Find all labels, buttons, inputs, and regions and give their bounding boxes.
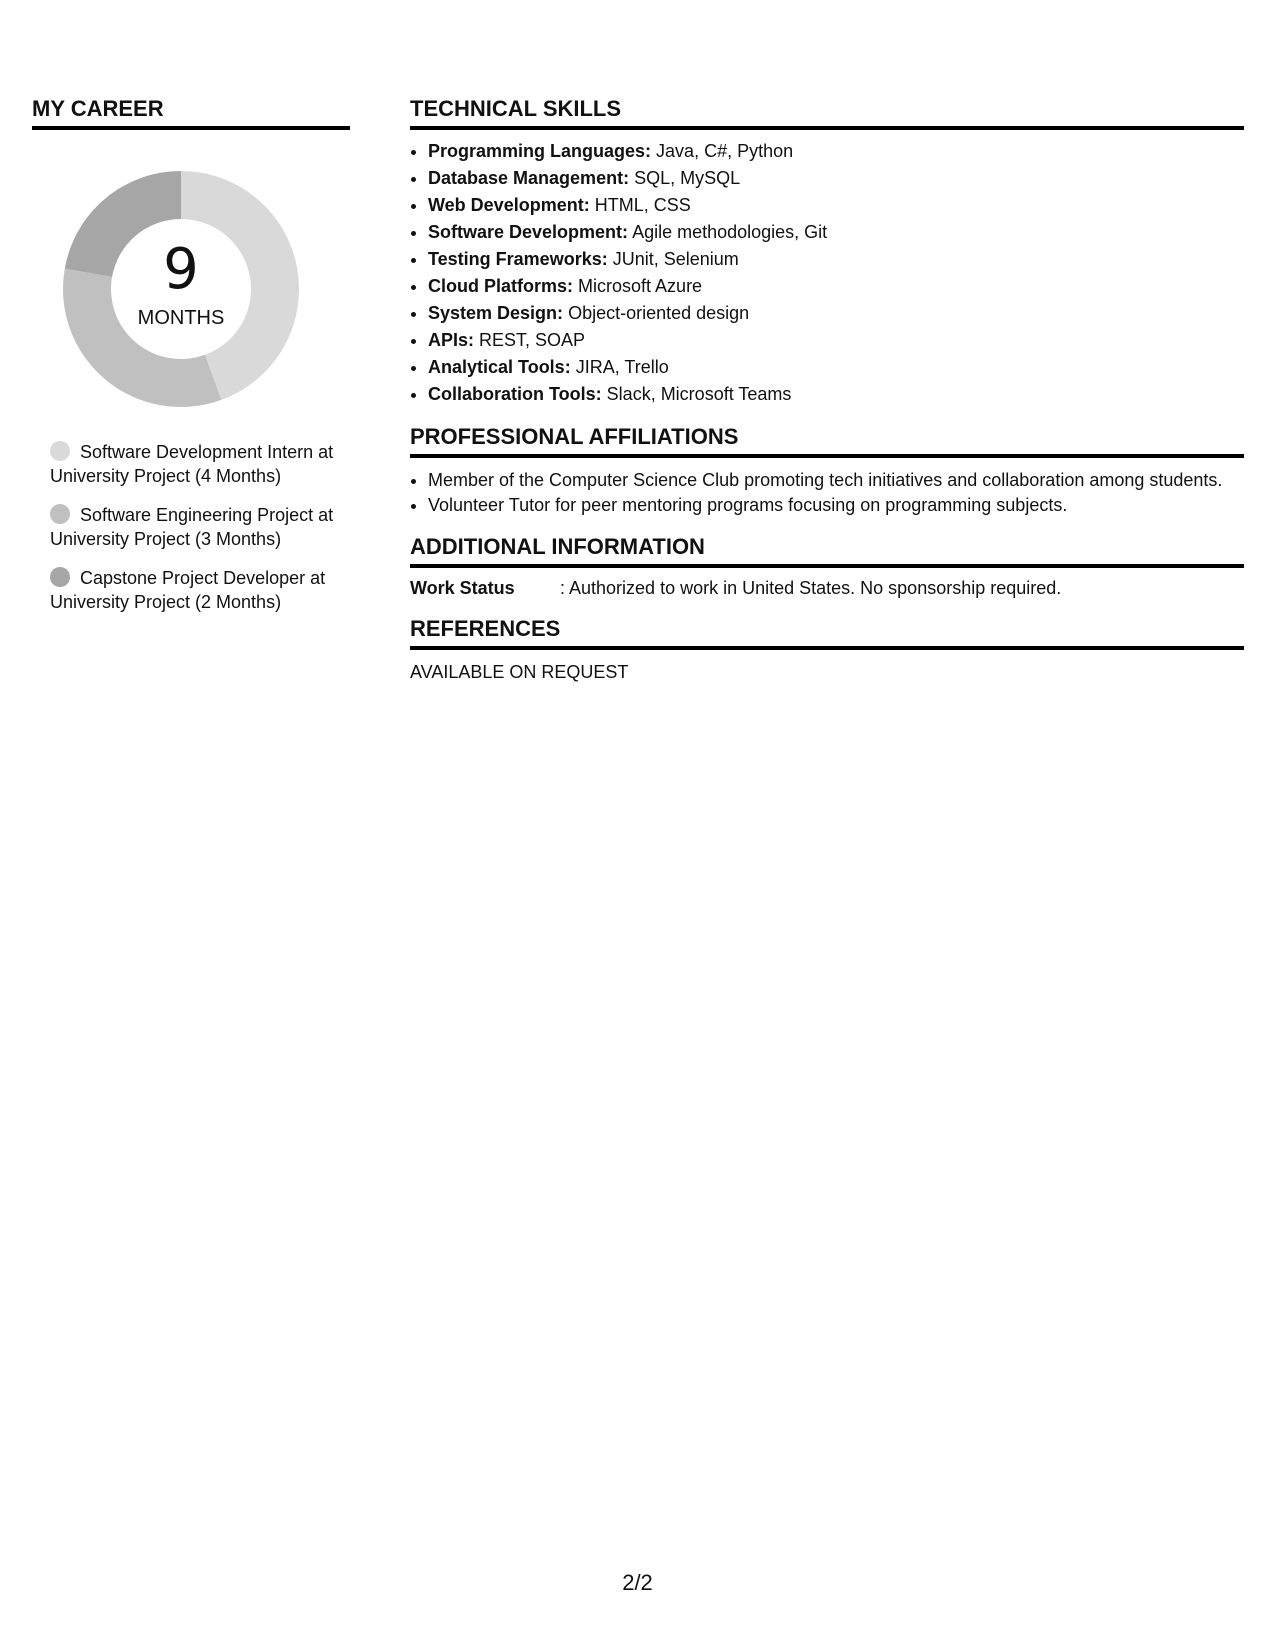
skill-label: Web Development:: [428, 195, 590, 215]
skill-value: Microsoft Azure: [578, 276, 703, 296]
references-section: [410, 616, 1244, 684]
legend-dot: [50, 567, 70, 587]
legend-label: Software Development Intern at University Project (4 Months): [50, 442, 334, 486]
skill-value: Agile methodologies, Git: [632, 222, 828, 242]
career-column: [32, 96, 350, 629]
technical-skills-section: [410, 96, 1244, 408]
skill-label: Software Development:: [428, 222, 629, 242]
legend-dot: [50, 504, 70, 524]
affiliations-list: [410, 468, 1244, 518]
skill-item: [428, 138, 1244, 165]
skill-value: Slack, Microsoft Teams: [606, 384, 792, 404]
legend-label: Software Engineering Project at University Project (3 Months): [50, 505, 334, 549]
skill-label: Database Management:: [428, 168, 630, 188]
affiliations-heading: PROFESSIONAL AFFILIATIONS: [410, 424, 1244, 458]
skill-item: [428, 300, 1244, 327]
affiliations-section: [410, 424, 1244, 518]
total-months-unit: MONTHS: [137, 307, 225, 329]
skill-item: [428, 381, 1244, 408]
skill-value: JUnit, Selenium: [612, 249, 739, 269]
skill-item: [428, 354, 1244, 381]
additional-info-section: [410, 534, 1244, 600]
skill-value: SQL, MySQL: [634, 168, 741, 188]
legend-dot: [50, 441, 70, 461]
skill-value: HTML, CSS: [594, 195, 691, 215]
skill-value: Java, C#, Python: [656, 141, 794, 161]
work-status-label: Work Status: [410, 578, 515, 598]
work-status-value: : Authorized to work in United States. No sponsorship required.: [560, 578, 1062, 598]
skill-label: Collaboration Tools:: [428, 384, 602, 404]
career-heading: MY CAREER: [32, 96, 350, 130]
career-donut-chart: [56, 164, 306, 414]
work-status-row: [410, 576, 1244, 600]
career-legend: [50, 440, 340, 614]
skill-item: [428, 327, 1244, 354]
donut-center: [56, 164, 306, 414]
affiliation-item: • Volunteer Tutor for peer mentoring programs focusing on programming subjects.: [428, 493, 1244, 518]
details-column: [410, 96, 1244, 700]
page-number: 2/2: [622, 1570, 653, 1595]
legend-item: [50, 440, 340, 488]
legend-item: [50, 566, 340, 614]
legend-label: Capstone Project Developer at University Project (2 Months): [50, 568, 326, 612]
skill-label: Analytical Tools:: [428, 357, 571, 377]
references-text: AVAILABLE ON REQUEST: [410, 662, 629, 682]
references-heading: REFERENCES: [410, 616, 1244, 650]
skill-item: [428, 192, 1244, 219]
technical-skills-heading: TECHNICAL SKILLS: [410, 96, 1244, 130]
skill-label: System Design:: [428, 303, 564, 323]
skill-value: Object-oriented design: [568, 303, 750, 323]
skill-item: [428, 246, 1244, 273]
skill-label: Testing Frameworks:: [428, 249, 608, 269]
skill-label: APIs:: [428, 330, 475, 350]
skills-list: [410, 138, 1244, 408]
skill-item: [428, 273, 1244, 300]
additional-info-heading: ADDITIONAL INFORMATION: [410, 534, 1244, 568]
skill-value: REST, SOAP: [479, 330, 586, 350]
total-months-number: 9: [163, 237, 199, 302]
skill-item: [428, 219, 1244, 246]
legend-item: [50, 503, 340, 551]
skill-label: Cloud Platforms:: [428, 276, 574, 296]
skill-value: JIRA, Trello: [575, 357, 669, 377]
affiliation-item: • Member of the Computer Science Club promoting tech initiatives and collaboration among students.: [428, 468, 1244, 493]
skill-item: [428, 165, 1244, 192]
skill-label: Programming Languages:: [428, 141, 652, 161]
